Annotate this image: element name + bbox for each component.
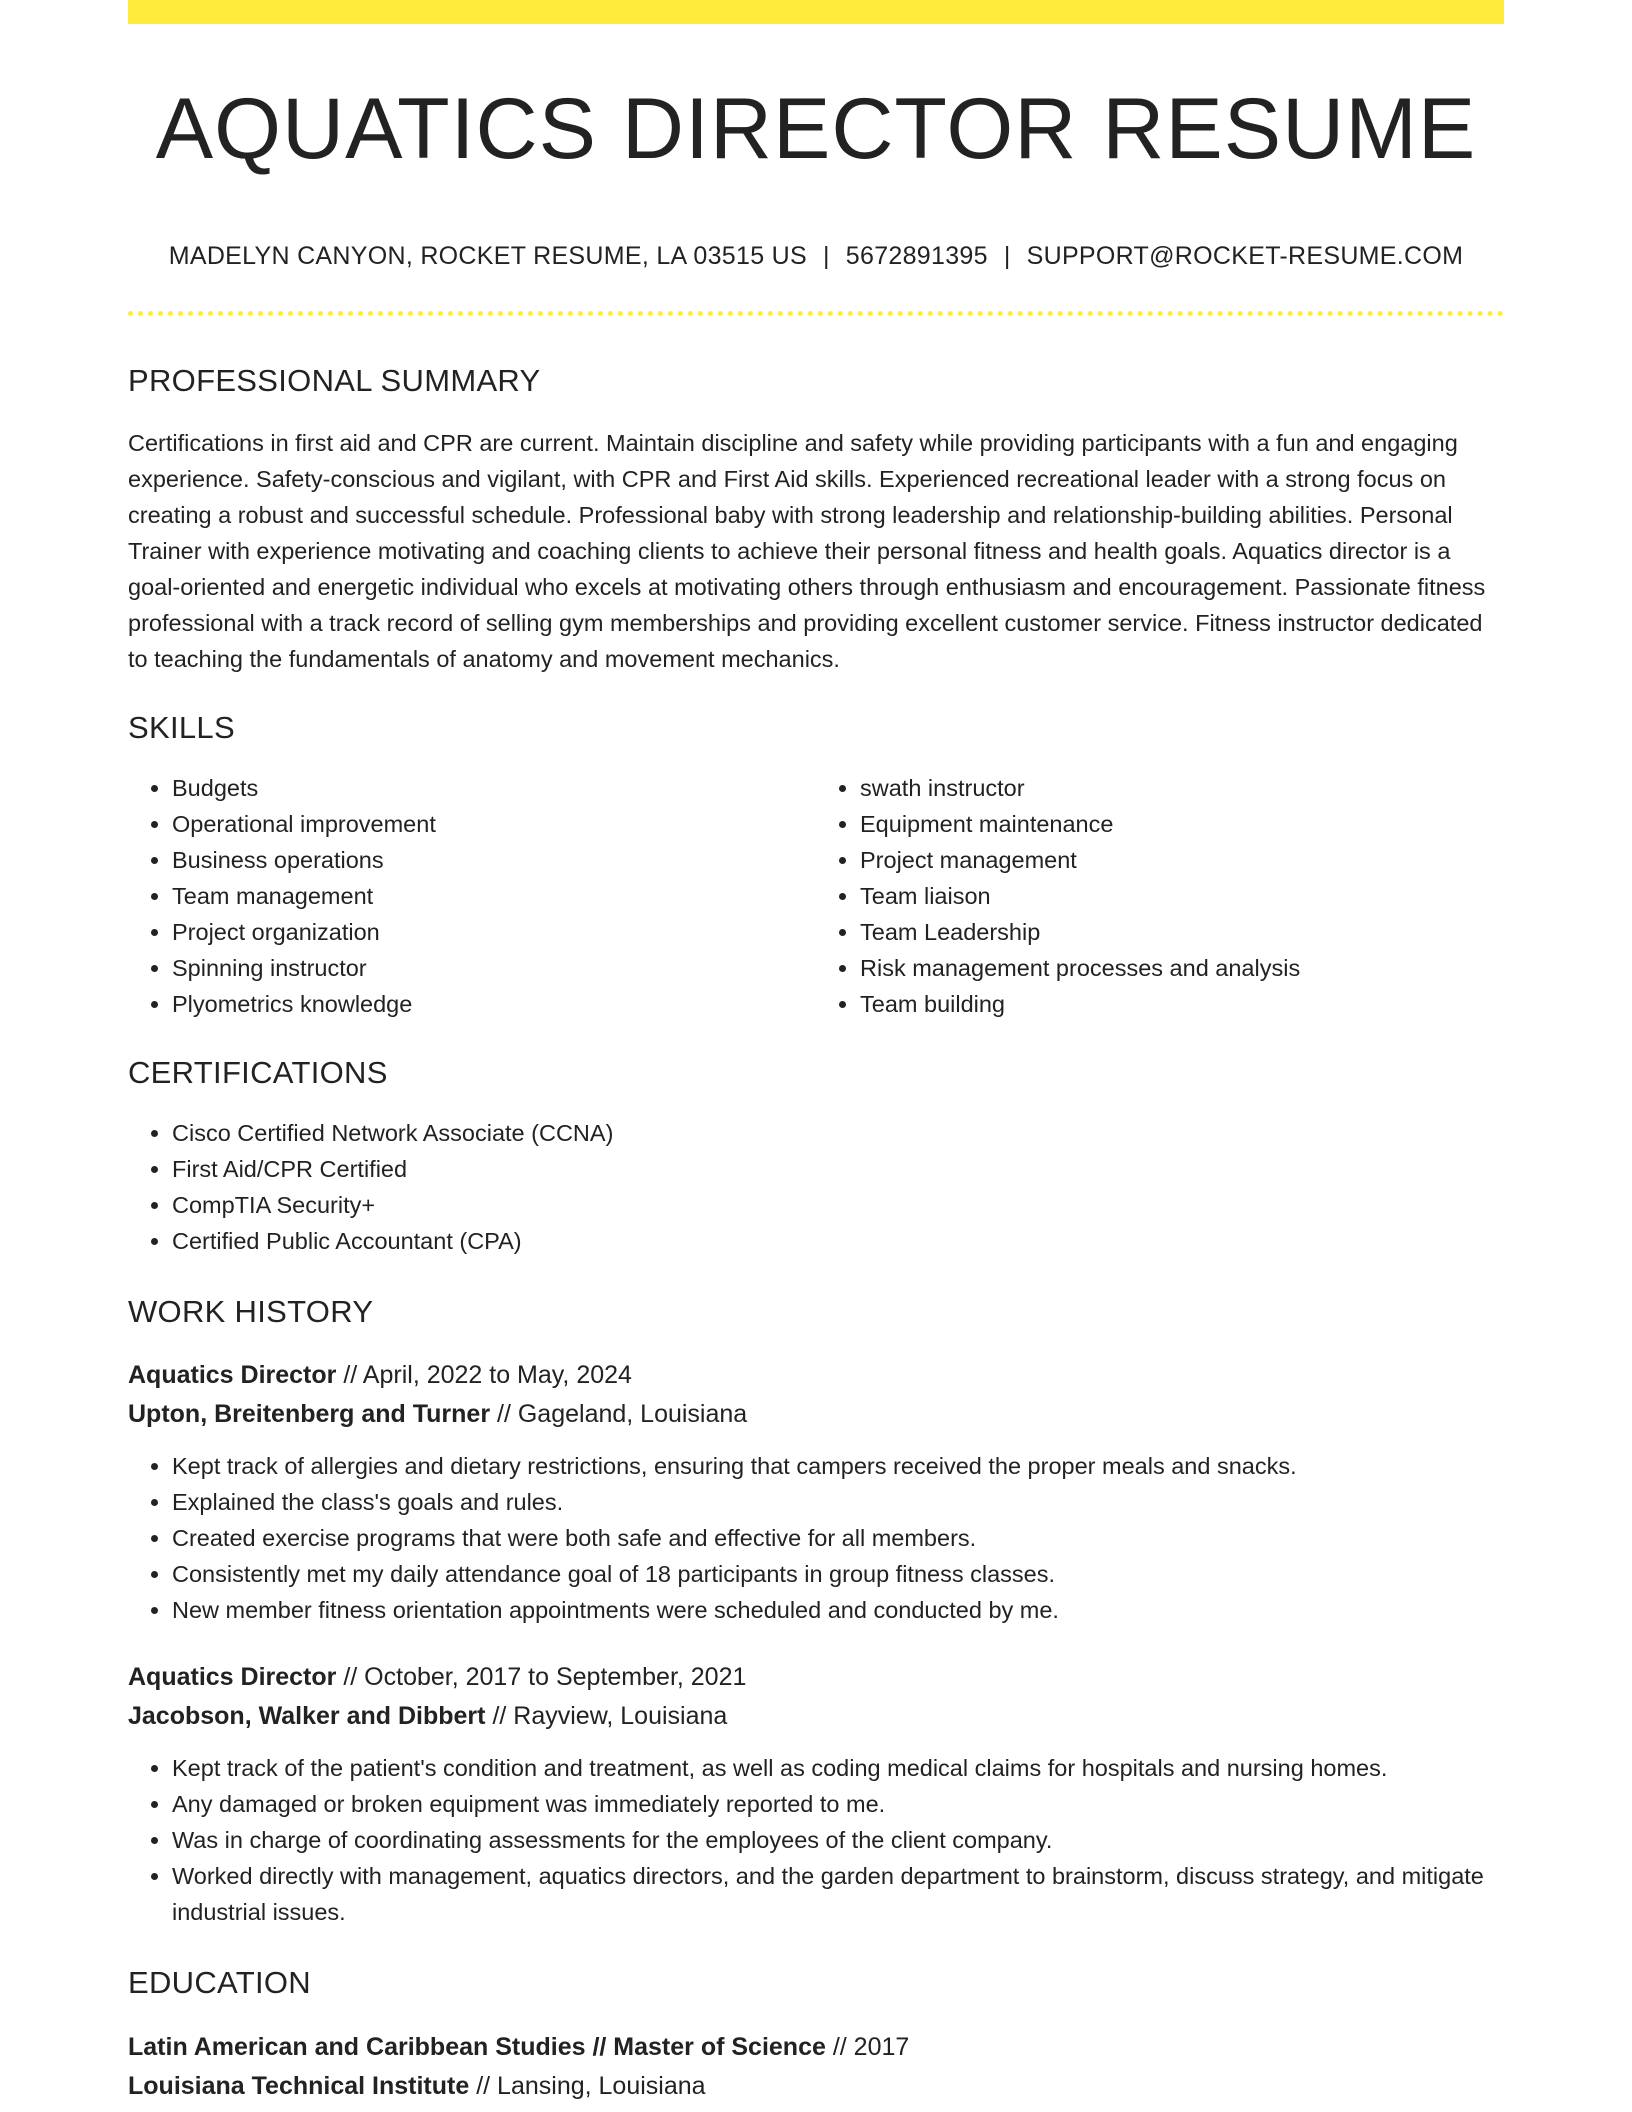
education-year: // 2017 (832, 2032, 910, 2061)
certification-item: • First Aid/CPR Certified (172, 1151, 1504, 1187)
job-bullet: • Created exercise programs that were both safe and effective for all members. (172, 1520, 1504, 1556)
certification-item: • CompTIA Security+ (172, 1187, 1504, 1223)
job-dates: // October, 2017 to September, 2021 (343, 1663, 747, 1692)
skill-item: • Project management (860, 842, 1504, 878)
work-history-heading: WORK HISTORY (128, 1294, 374, 1330)
dotted-divider (128, 311, 1504, 316)
job-bullet: • New member fitness orientation appointments were scheduled and conducted by me. (172, 1592, 1504, 1628)
job-entry (128, 1356, 1504, 1628)
skill-item: • Team Leadership (860, 914, 1504, 950)
contact-separator: | (1003, 241, 1011, 270)
job-title: Aquatics Director (128, 1361, 337, 1390)
resume-page (128, 0, 1504, 2106)
skills-heading: SKILLS (128, 709, 235, 745)
skill-item: • Project organization (172, 914, 816, 950)
summary-text: Certifications in first aid and CPR are current. Maintain discipline and safety while providing participants with a fun and engaging experience. Safety-conscious and vigilant, with CPR and First Aid skills. Experienced recreational leader with a strong focus on creating a robust and successful schedule. Professional baby with strong leadership and relationship-building abilities. Personal Trainer with experience motivating and coaching clients to achieve their personal fitness and health goals. Aquatics director is a goal-oriented and energetic individual who excels at motivating others through enthusiasm and encouragement. Passionate fitness professional with a track record of selling gym memberships and providing excellent customer service. Fitness instructor dedicated to teaching the fundamentals of anatomy and movement mechanics. (128, 429, 1486, 672)
certifications-heading: CERTIFICATIONS (128, 1054, 388, 1090)
skill-item: • Budgets (172, 770, 816, 806)
education-location: // Lansing, Louisiana (476, 2071, 706, 2100)
skill-item: • Plyometrics knowledge (172, 986, 816, 1022)
skill-item: • Team building (860, 986, 1504, 1022)
education-degree: Latin American and Caribbean Studies // Master of Science (128, 2032, 826, 2061)
job-bullet: • Kept track of the patient's condition and treatment, as well as coding medical claims for hospitals and nursing homes. (172, 1750, 1504, 1786)
education-heading: EDUCATION (128, 1965, 311, 2001)
certifications-list (128, 1115, 1504, 1259)
skill-item: • Spinning instructor (172, 950, 816, 986)
certification-item: • Certified Public Accountant (CPA) (172, 1223, 1504, 1259)
job-location: // Gageland, Louisiana (497, 1400, 748, 1429)
job-dates: // April, 2022 to May, 2024 (343, 1361, 632, 1390)
job-bullets (128, 1448, 1504, 1628)
skill-item: • Operational improvement (172, 806, 816, 842)
skill-item: • Team liaison (860, 878, 1504, 914)
skills-columns (128, 770, 1504, 1022)
job-company: Jacobson, Walker and Dibbert (128, 1702, 486, 1731)
skills-list-right (816, 770, 1504, 1022)
job-bullet: • Any damaged or broken equipment was immediately reported to me. (172, 1786, 1504, 1822)
contact-phone: 5672891395 (845, 241, 988, 270)
job-bullet: • Consistently met my daily attendance goal of 18 participants in group fitness classes. (172, 1556, 1504, 1592)
job-bullet: • Worked directly with management, aquatics directors, and the garden department to brainstorm, discuss strategy, and mitigate industrial issues. (172, 1858, 1504, 1930)
job-header (128, 1356, 1504, 1434)
job-location: // Rayview, Louisiana (492, 1702, 728, 1731)
skills-list-left (128, 770, 816, 1022)
education-school: Louisiana Technical Institute (128, 2071, 470, 2100)
contact-separator: | (822, 241, 830, 270)
certification-item: • Cisco Certified Network Associate (CCNA) (172, 1115, 1504, 1151)
job-bullets (128, 1750, 1504, 1930)
skill-item: • Risk management processes and analysis (860, 950, 1504, 986)
job-bullet: • Explained the class's goals and rules. (172, 1484, 1504, 1520)
contact-email: SUPPORT@ROCKET-RESUME.COM (1026, 241, 1464, 270)
summary-heading: PROFESSIONAL SUMMARY (128, 362, 541, 398)
resume-title: AQUATICS DIRECTOR RESUME (155, 81, 1477, 177)
top-accent-bar (128, 0, 1504, 24)
job-entry (128, 1658, 1504, 1930)
education-entry (128, 2028, 1504, 2106)
skill-item: • swath instructor (860, 770, 1504, 806)
job-header (128, 1658, 1504, 1736)
skill-item: • Equipment maintenance (860, 806, 1504, 842)
skill-item: • Team management (172, 878, 816, 914)
job-bullet: • Was in charge of coordinating assessments for the employees of the client company. (172, 1822, 1504, 1858)
contact-address: MADELYN CANYON, ROCKET RESUME, LA 03515 US (168, 241, 807, 270)
job-title: Aquatics Director (128, 1663, 337, 1692)
contact-line (128, 241, 1504, 271)
job-bullet: • Kept track of allergies and dietary restrictions, ensuring that campers received the proper meals and snacks. (172, 1448, 1504, 1484)
job-company: Upton, Breitenberg and Turner (128, 1400, 491, 1429)
skill-item: • Business operations (172, 842, 816, 878)
